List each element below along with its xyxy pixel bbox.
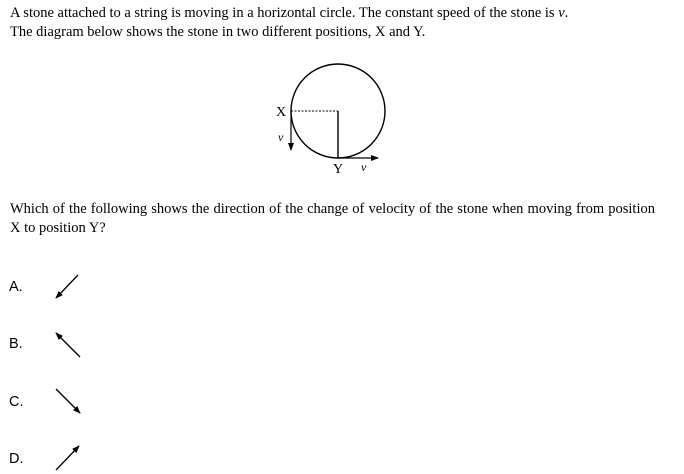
option-a-arrow-icon[interactable]	[48, 270, 84, 306]
speed-symbol: v	[558, 5, 565, 21]
intro-line1: A stone attached to a string is moving in a horizontal circle. The constant speed of the stone is	[10, 5, 559, 21]
option-c-label[interactable]: C.	[9, 394, 24, 410]
option-c-arrow-icon[interactable]	[48, 383, 84, 419]
velocity-label-x: v	[278, 130, 284, 144]
circle-diagram	[0, 0, 684, 200]
option-b-label[interactable]: B.	[9, 336, 23, 352]
position-y-label: Y	[333, 162, 344, 177]
position-x-label: X	[276, 105, 287, 120]
velocity-label-y: v	[361, 160, 367, 174]
intro-line1-end: .	[564, 5, 569, 21]
option-d-label[interactable]: D.	[9, 451, 24, 467]
option-a-label[interactable]: A.	[9, 279, 23, 295]
option-d-arrow-icon[interactable]	[48, 438, 84, 474]
option-b-arrow-icon[interactable]	[48, 327, 84, 363]
question-text: Which of the following shows the direction of the change of velocity of the stone when moving from position X to position Y?	[10, 201, 655, 236]
intro-line2: The diagram below shows the stone in two different positions, X and Y.	[10, 24, 426, 40]
